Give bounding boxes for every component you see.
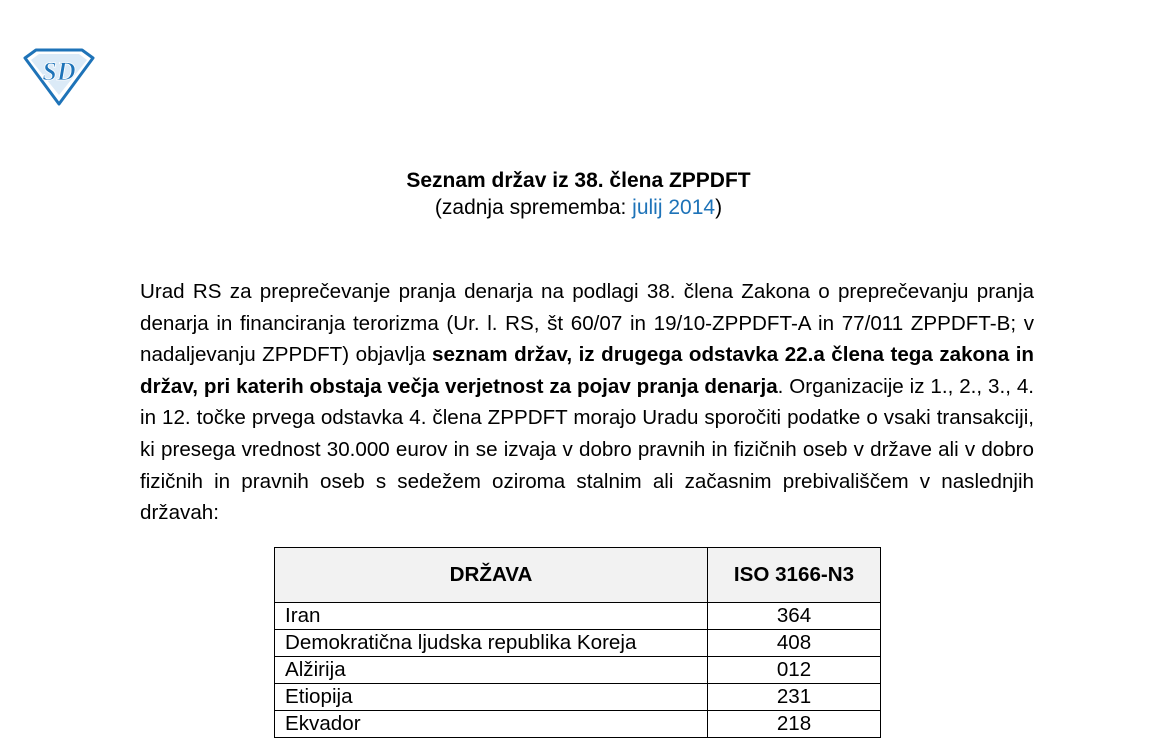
column-header-country: DRŽAVA bbox=[275, 548, 708, 603]
country-name: Etiopija bbox=[275, 684, 708, 711]
table-row bbox=[275, 603, 881, 630]
document-subtitle bbox=[0, 194, 1157, 221]
intro-text-bold: seznam držav, iz drugega odstavka 22.a člena tega zakona in držav, pri katerih obstaja večja verjetnost za pojav pranja denarja bbox=[140, 343, 1034, 398]
column-header-iso: ISO 3166-N3 bbox=[708, 548, 881, 603]
logo-text: SD bbox=[42, 57, 76, 86]
iso-code: 012 bbox=[708, 657, 881, 684]
table-row bbox=[275, 711, 881, 738]
intro-paragraph bbox=[140, 276, 1034, 529]
sd-logo bbox=[22, 48, 96, 106]
iso-code: 231 bbox=[708, 684, 881, 711]
intro-text-1: Urad RS za preprečevanje pranja denarja na podlagi 38. člena Zakona o preprečevanju pranja denarja in financiranja terorizma (Ur. l. RS, št 60/07 in 19/10-ZPPDFT-A in 77/011 ZPPDFT-B; v nadaljevanju ZPPDFT) objavlja bbox=[140, 280, 1034, 367]
country-name: Demokratična ljudska republika Koreja bbox=[275, 630, 708, 657]
intro-text-2: . Organizacije iz 1., 2., 3., 4. in 12. točke prvega odstavka 4. člena ZPPDFT morajo Uradu sporočiti podatke o vsaki transakciji, ki presega vrednost 30.000 eurov in se izvaja v dobro pravnih in fizičnih oseb v države ali v dobro fizičnih in pravnih oseb s sedežem oziroma stalnim ali začasnim prebivališčem v naslednjih državah: bbox=[140, 374, 1035, 525]
last-change-date: julij 2014 bbox=[632, 196, 716, 219]
table-row bbox=[275, 684, 881, 711]
table-row bbox=[275, 630, 881, 657]
country-name: Iran bbox=[275, 603, 708, 630]
table-header-row bbox=[275, 548, 881, 603]
country-name: Ekvador bbox=[275, 711, 708, 738]
document-title: Seznam držav iz 38. člena ZPPDFT bbox=[406, 169, 751, 192]
iso-code: 218 bbox=[708, 711, 881, 738]
subtitle-suffix: ) bbox=[715, 196, 723, 219]
iso-code: 408 bbox=[708, 630, 881, 657]
countries-table bbox=[274, 547, 881, 738]
subtitle-prefix: (zadnja sprememba: bbox=[434, 196, 633, 219]
country-name: Alžirija bbox=[275, 657, 708, 684]
table-row bbox=[275, 657, 881, 684]
iso-code: 364 bbox=[708, 603, 881, 630]
document-header bbox=[0, 167, 1157, 221]
